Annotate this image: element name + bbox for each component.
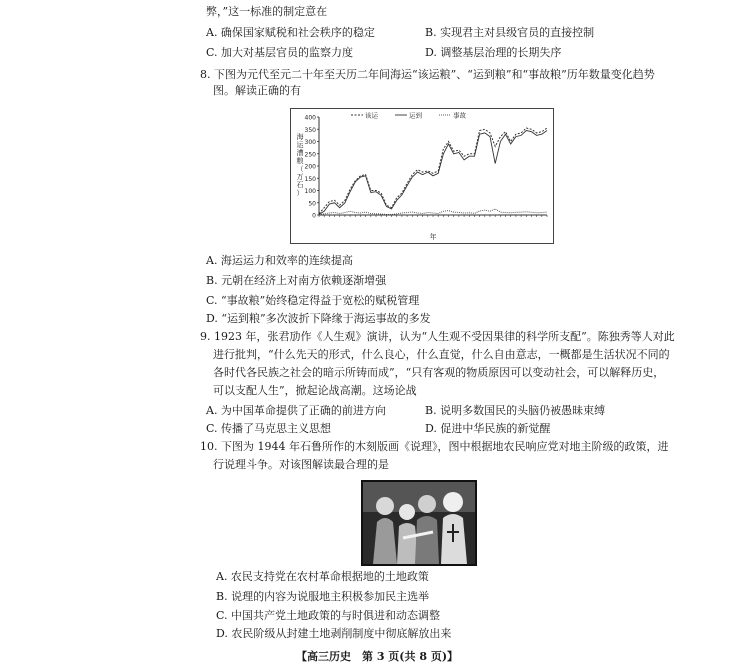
q10-option-a: A. 农民支持党在农村革命根据地的土地政策 [216, 570, 429, 583]
y-tick-label: 100 [304, 188, 316, 195]
y-tick-label: 200 [304, 163, 316, 171]
q9-option-a: A. 为中国革命提供了正确的前进方向 [206, 404, 386, 417]
y-axis-label: 海 [296, 133, 304, 141]
q8-option-d: D. “运到粮”多次波折下降缘于海运事故的多发 [206, 312, 431, 325]
q9-stem-line3: 各时代各民族之社会的暗示所铸而成”，“只有客观的物质原因可以变动社会，可以解释历史， [213, 366, 665, 379]
q8-stem-line2: 图。解读正确的有 [213, 84, 301, 97]
q8-chart [290, 108, 554, 244]
y-tick-label: 0 [312, 212, 316, 220]
y-tick-label: 400 [304, 114, 316, 122]
q9-stem-line4: 可以支配人生”，掀起论战高潮。这场论战 [213, 384, 417, 397]
y-axis-label: ） [296, 189, 304, 197]
series-line-3 [319, 209, 547, 215]
y-tick-label: 350 [304, 126, 316, 134]
q7-option-a: A. 确保国家赋税和社会秩序的稳定 [206, 26, 375, 39]
y-axis-label: 运 [296, 141, 304, 149]
q10-stem-line1: 10. 下图为 1944 年石鲁所作的木刻版画《说理》，图中根据地农民响应党对地主阶级的政策，进 [200, 440, 669, 453]
q10-option-d: D. 农民阶级从封建土地剥削制度中彻底解放出来 [216, 627, 452, 640]
q9-option-b: B. 说明多数国民的头脑仍被愚昧束缚 [425, 404, 606, 417]
q7-stem-tail: 弊，”这一标准的制定意在 [206, 5, 328, 18]
y-axis-label: 粮 [296, 157, 304, 165]
q8-option-a: A. 海运运力和效率的连续提高 [206, 254, 353, 267]
legend-label: 运到 [409, 111, 422, 120]
legend-label: 事故 [453, 111, 466, 120]
y-tick-label: 150 [304, 175, 316, 183]
legend-label: 该运 [365, 111, 378, 120]
y-tick-label: 50 [308, 200, 316, 208]
woodcut-print-image [361, 480, 477, 566]
y-tick-label: 300 [304, 139, 316, 146]
q7-option-c: C. 加大对基层官员的监察力度 [206, 46, 354, 59]
q9-option-c: C. 传播了马克思主义思想 [206, 422, 332, 435]
q10-stem-line2: 行说理斗争。对该图解读最合理的是 [213, 458, 389, 471]
y-axis-label: 万 [296, 173, 304, 181]
q10-option-b: B. 说理的内容为说服地主积极参加民主选举 [216, 590, 430, 603]
y-axis-label: 石 [296, 181, 304, 189]
woodcut-figures-icon [363, 482, 475, 564]
line-chart [291, 109, 553, 243]
y-axis-label: （ [296, 165, 304, 173]
q9-option-d: D. 促进中华民族的新觉醒 [425, 422, 551, 435]
page-footer: 【高三历史 第 3 页(共 8 页)】 [296, 650, 459, 663]
q9-stem-line2: 进行批判，“什么先天的形式，什么良心，什么直觉，什么自由意志，一概都是生活状况不同的 [213, 348, 670, 361]
q8-option-c: C. “事故粮”始终稳定得益于宽松的赋税管理 [206, 294, 420, 307]
y-tick-label: 250 [304, 151, 316, 159]
q7-option-d: D. 调整基层治理的长期失序 [425, 46, 562, 59]
q7-option-b: B. 实现君主对县级官员的直接控制 [425, 26, 595, 39]
x-axis-label: 年 [429, 233, 437, 241]
q8-stem-line1: 8. 下图为元代至元二十年至天历二年间海运“该运粮”、“运到粮”和“事故粮”历年数量变化趋势 [200, 68, 655, 81]
series-line-2 [319, 131, 547, 215]
q10-option-c: C. 中国共产党土地政策的与时俱进和动态调整 [216, 609, 441, 622]
y-axis-label: 漕 [296, 149, 304, 157]
q8-option-b: B. 元朝在经济上对南方依赖逐渐增强 [206, 274, 387, 287]
q9-stem-line1: 9. 1923 年，张君劢作《人生观》演讲，认为“人生观不受因果律的科学所支配”。陈独秀等人对此 [200, 330, 675, 343]
